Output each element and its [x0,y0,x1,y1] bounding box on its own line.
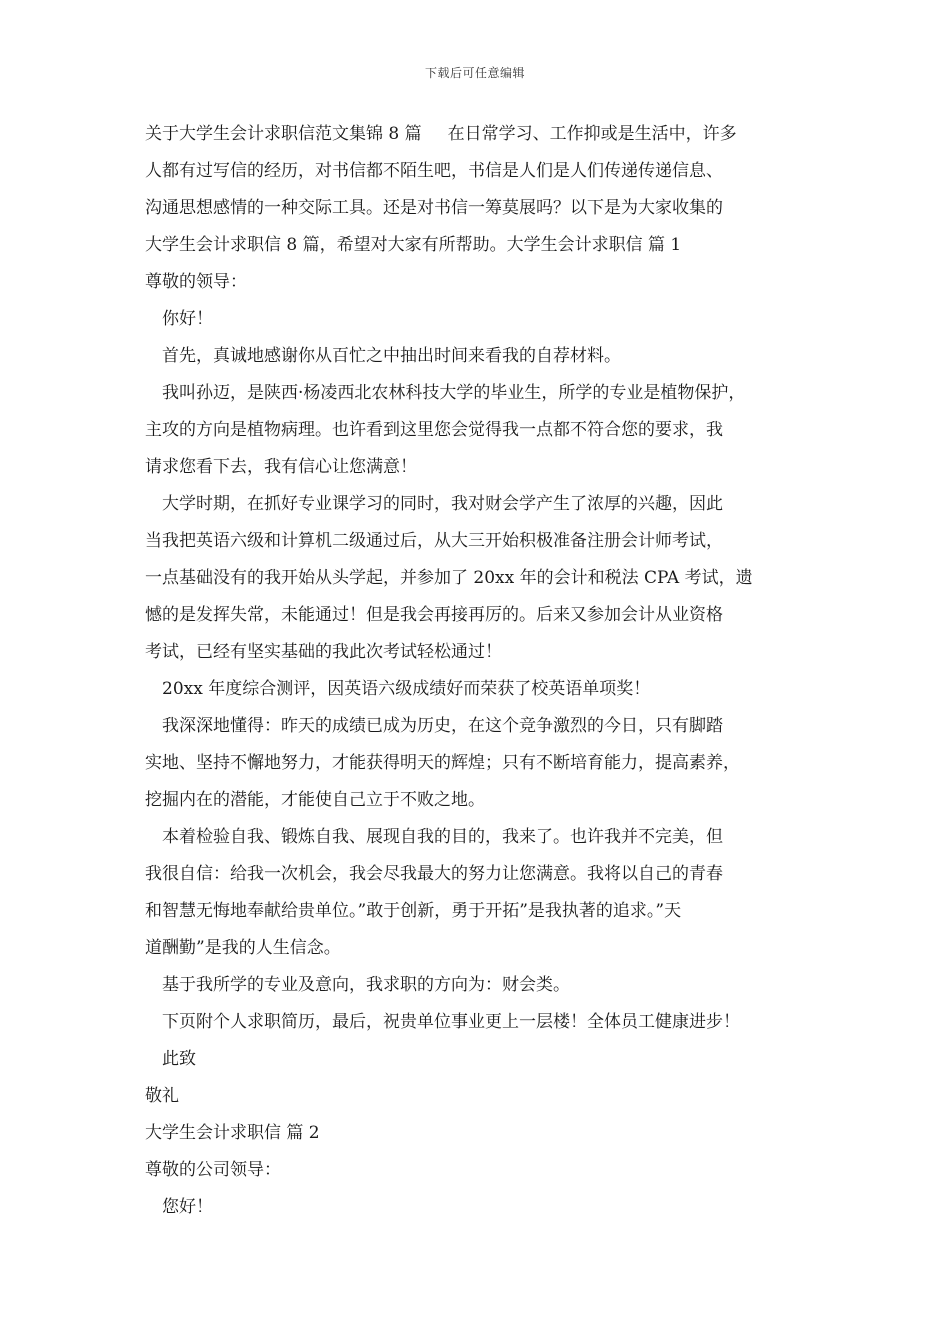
document-body [145,116,810,1226]
paragraph-line: 实地、坚持不懈地努力，才能获得明天的辉煌；只有不断培育能力，提高素养， [145,753,740,773]
page-header-note: 下载后可任意编辑 [424,66,525,80]
intro-line: 人都有过写信的经历，对书信都不陌生吧，书信是人们是人们传递传递信息、 [145,161,723,181]
paragraph-line: 挖掘内在的潜能，才能使自己立于不败之地。 [145,790,485,810]
greeting: 您好！ [162,1197,213,1217]
paragraph-line: 当我把英语六级和计算机二级通过后，从大三开始积极准备注册会计师考试， [145,531,723,551]
paragraph-line: 和智慧无悔地奉献给贵单位。”敢于创新，勇于开拓”是我执著的追求。”天 [145,901,682,921]
intro-line: 沟通思想感情的一种交际工具。还是对书信一筹莫展吗？以下是为大家收集的 [145,198,723,218]
paragraph-line: 一点基础没有的我开始从头学起，并参加了 20xx 年的会计和税法 CPA 考试，遗 [145,568,753,588]
salutation: 尊敬的公司领导： [145,1160,281,1180]
intro-text: 在日常学习、工作抑或是生活中，许多 [447,124,737,144]
paragraph-line: 首先，真诚地感谢你从百忙之中抽出时间来看我的自荐材料。 [162,346,621,366]
paragraph-line: 20xx 年度综合测评，因英语六级成绩好而荣获了校英语单项奖！ [162,679,651,699]
paragraph-line: 请求您看下去，我有信心让您满意！ [145,457,417,477]
salutation: 尊敬的领导： [145,272,247,292]
paragraph-line: 憾的是发挥失常，未能通过！但是我会再接再厉的。后来又参加会计从业资格 [145,605,723,625]
paragraph-line: 道酬勤”是我的人生信念。 [145,938,341,958]
paragraph-line: 主攻的方向是植物病理。也许看到这里您会觉得我一点都不符合您的要求，我 [145,420,723,440]
closing-line: 敬礼 [145,1086,179,1106]
paragraph-line: 大学时期，在抓好专业课学习的同时，我对财会学产生了浓厚的兴趣，因此 [162,494,723,514]
intro-line: 大学生会计求职信 8 篇，希望对大家有所帮助。大学生会计求职信 篇 1 [145,235,682,255]
section-title: 大学生会计求职信 篇 2 [145,1123,320,1143]
paragraph-line: 本着检验自我、锻炼自我、展现自我的目的，我来了。也许我并不完美，但 [162,827,723,847]
paragraph-line: 我叫孙迈，是陕西·杨凌西北农林科技大学的毕业生，所学的专业是植物保护， [162,383,746,403]
greeting: 你好！ [162,309,213,329]
paragraph-line: 考试，已经有坚实基础的我此次考试轻松通过！ [145,642,502,662]
title-line [145,116,810,153]
paragraph-line: 我深深地懂得：昨天的成绩已成为历史，在这个竞争激烈的今日，只有脚踏 [162,716,723,736]
paragraph-line: 我很自信：给我一次机会，我会尽我最大的努力让您满意。我将以自己的青春 [145,864,723,884]
paragraph-line: 下页附个人求职简历，最后，祝贵单位事业更上一层楼！全体员工健康进步！ [162,1012,740,1032]
document-title: 关于大学生会计求职信范文集锦 8 篇 [145,124,422,144]
paragraph-line: 基于我所学的专业及意向，我求职的方向为：财会类。 [162,975,570,995]
closing-line: 此致 [162,1049,196,1069]
